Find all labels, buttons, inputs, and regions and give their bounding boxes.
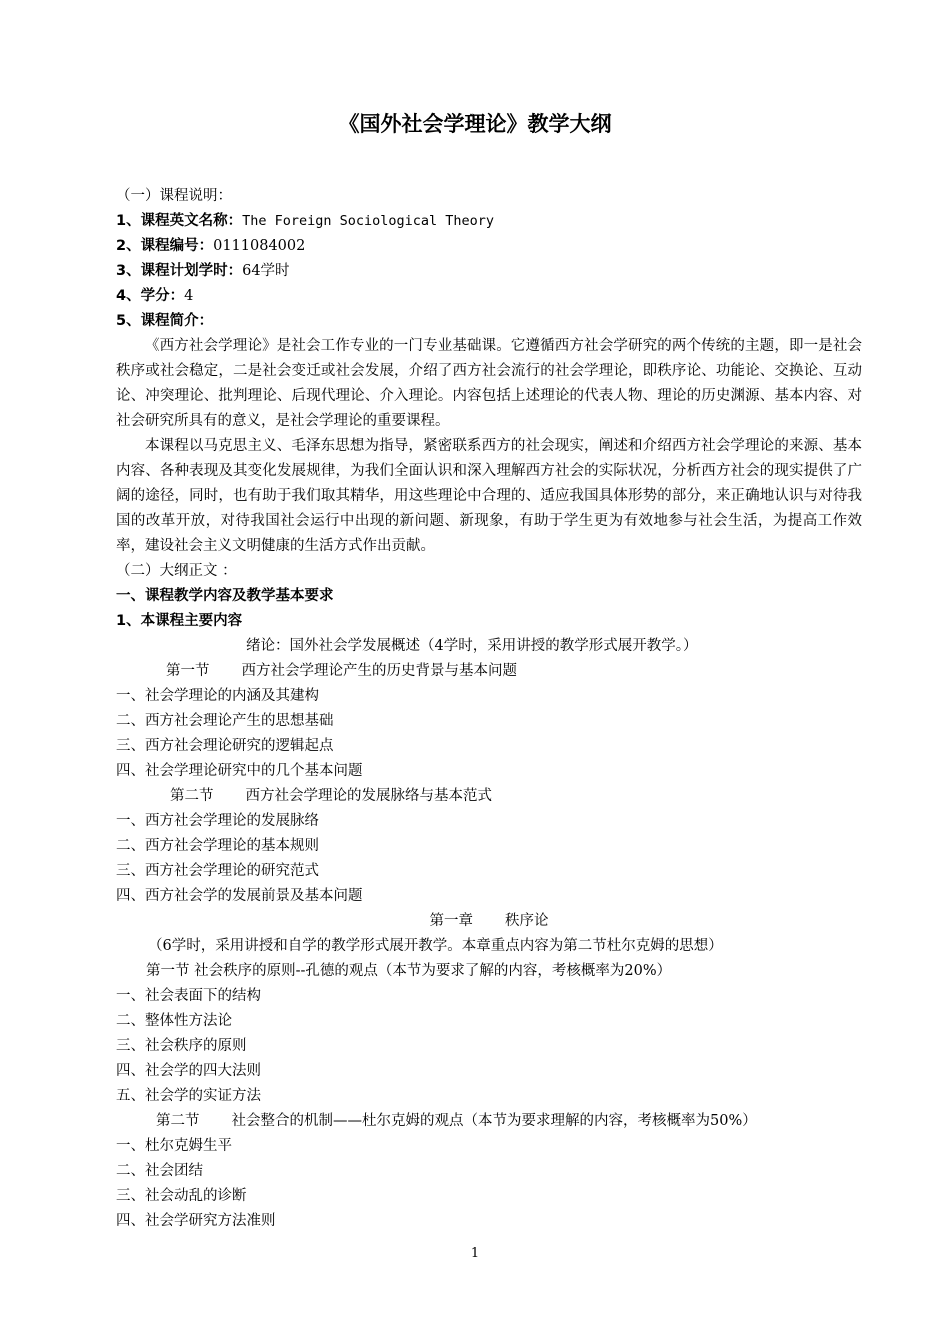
list-item: 四、社会学理论研究中的几个基本问题: [116, 763, 363, 779]
list-item: 二、西方社会学理论的基本规则: [116, 838, 319, 854]
intro-section-2-label: 第二节: [170, 788, 214, 804]
section-one-heading: 一、课程教学内容及教学基本要求: [116, 588, 334, 604]
course-credits-line: [116, 284, 862, 309]
chapter-1-label: 第一章: [429, 913, 473, 929]
list-item: 三、社会动乱的诊断: [116, 1188, 247, 1204]
intro-section-2-title: 西方社会学理论的发展脉络与基本范式: [245, 788, 492, 804]
intro-section-1-label: 第一节: [166, 663, 210, 679]
course-hours-label: 3、课程计划学时：: [116, 263, 243, 279]
list-item: 一、西方社会学理论的发展脉络: [116, 813, 319, 829]
list-item: 四、西方社会学的发展前景及基本问题: [116, 888, 363, 904]
list-item: 四、社会学的四大法则: [116, 1063, 261, 1079]
list-item: 三、西方社会学理论的研究范式: [116, 863, 319, 879]
course-intro-label: 5、课程简介：: [116, 313, 214, 329]
chapter-1-title: 秩序论: [505, 913, 549, 929]
english-name-value: The Foreign Sociological Theory: [242, 213, 495, 229]
intro-section-2-heading: [116, 784, 862, 809]
course-intro-paragraph-1: 《西方社会学理论》是社会工作专业的一门专业基础课。它遵循西方社会学研究的两个传统的主题，即一是社会秩序或社会稳定，二是社会变迁或社会发展，介绍了西方社会流行的社会学理论，即秩序论、功能论、交换论、互动论、冲突理论、批判理论、后现代理论、介入理论。内容包括上述理论的代表人物、理论的历史渊源、基本内容、对社会研究所具有的意义，是社会学理论的重要课程。: [116, 338, 862, 429]
list-item: 二、西方社会理论产生的思想基础: [116, 713, 334, 729]
course-code-line: [116, 234, 862, 259]
chapter-1-heading: [116, 909, 862, 934]
course-intro-paragraph-2: 本课程以马克思主义、毛泽东思想为指导，紧密联系西方的社会现实，阐述和介绍西方社会学理论的来源、基本内容、各种表现及其变化发展规律，为我们全面认识和深入理解西方社会的实际状况，分析西方社会的现实提供了广阔的途径，同时，也有助于我们取其精华，用这些理论中合理的、适应我国具体形势的部分，来正确地认识与对待我国的改革开放，对待我国社会运行中出现的新问题、新现象，有助于学生更为有效地参与社会生活，为提高工作效率，建设社会主义文明健康的生活方式作出贡献。: [116, 438, 862, 554]
outline-heading: （二）大纲正文 ：: [116, 563, 237, 579]
list-item: 四、社会学研究方法准则: [116, 1213, 276, 1229]
english-name-line: [116, 209, 862, 234]
course-info-heading: （一）课程说明：: [116, 188, 232, 204]
chapter-1-section-1-heading: 第一节 社会秩序的原则--孔德的观点（本节为要求了解的内容，考核概率为20%）: [146, 963, 672, 979]
document-title: 《国外社会学理论》教学大纲: [338, 112, 612, 136]
chapter-1-note: （6学时，采用讲授和自学的教学形式展开教学。本章重点内容为第二节杜尔克姆的思想）: [148, 938, 723, 954]
list-item: 五、社会学的实证方法: [116, 1088, 261, 1104]
course-hours-line: [116, 259, 862, 284]
intro-section-1-heading: [116, 659, 862, 684]
course-credits-value: 4: [184, 288, 194, 304]
chapter-1-section-2-label: 第二节: [156, 1113, 200, 1129]
list-item: 一、社会表面下的结构: [116, 988, 261, 1004]
chapter-1-section-2-heading: [116, 1109, 862, 1134]
intro-chapter-heading: 绪论：国外社会学发展概述（4学时，采用讲授的教学形式展开教学。）: [246, 638, 698, 654]
list-item: 三、社会秩序的原则: [116, 1038, 247, 1054]
document-body: [116, 184, 862, 1234]
list-item: 三、西方社会理论研究的逻辑起点: [116, 738, 334, 754]
page-number: 1: [470, 1246, 480, 1261]
course-code-value: 0111084002: [213, 238, 306, 254]
list-item: 二、整体性方法论: [116, 1013, 232, 1029]
course-credits-label: 4、学分：: [116, 288, 185, 304]
main-content-heading: 1、本课程主要内容: [116, 613, 243, 629]
list-item: 二、社会团结: [116, 1163, 203, 1179]
list-item: 一、杜尔克姆生平: [116, 1138, 232, 1154]
intro-section-1-title: 西方社会学理论产生的历史背景与基本问题: [241, 663, 517, 679]
course-code-label: 2、课程编号：: [116, 238, 214, 254]
english-name-label: 1、课程英文名称：: [116, 213, 243, 229]
list-item: 一、社会学理论的内涵及其建构: [116, 688, 319, 704]
chapter-1-section-2-title: 社会整合的机制——杜尔克姆的观点（本节为要求理解的内容，考核概率为50%）: [231, 1113, 757, 1129]
course-hours-value: 64学时: [242, 263, 290, 279]
